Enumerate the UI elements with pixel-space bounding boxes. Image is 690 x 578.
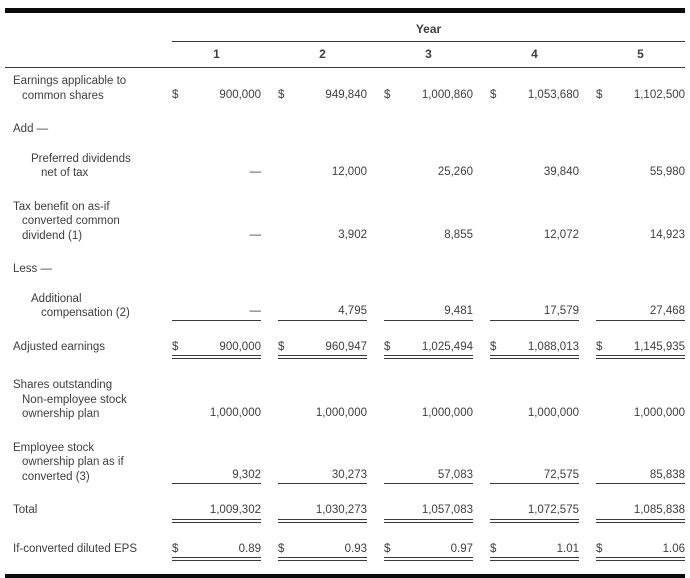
column-header-year-5 [579, 42, 685, 68]
value-number: 900,000 [219, 340, 261, 353]
column-header-spacer [5, 42, 155, 68]
row-label-line: net of tax [41, 167, 89, 179]
value-number: 949,840 [325, 88, 367, 101]
row-label-line: ownership plan [22, 408, 100, 420]
value-cell-year-1 [155, 435, 261, 498]
table-body [5, 68, 685, 575]
value-line [384, 165, 473, 181]
row-label-line: Preferred dividends [31, 152, 131, 165]
value-cell-year-2 [261, 372, 367, 435]
if-converted-eps-table [5, 13, 685, 574]
year-header-label: Year [172, 22, 685, 42]
value-number: 72,575 [543, 468, 579, 481]
row-label [5, 116, 155, 146]
value-cell-year-1 [155, 372, 261, 435]
value-number: 39,840 [543, 166, 579, 178]
value-line [384, 406, 473, 422]
value-line [384, 340, 473, 360]
row-label-line: Shares outstanding [13, 379, 113, 391]
row-label-line: Add — [13, 123, 49, 135]
value-cell-year-5 [579, 68, 685, 117]
value-cell-year-4 [473, 256, 579, 286]
row-label [5, 435, 155, 498]
value-cell-year-2 [261, 146, 367, 194]
value-line [278, 165, 367, 181]
value-cell-year-4 [473, 497, 579, 536]
value-cell-year-3 [367, 334, 473, 373]
row-tax-benefit-as-if-converted [5, 194, 685, 257]
value-number: 1,145,935 [633, 340, 686, 353]
value-number: 9,302 [232, 468, 261, 481]
value-line [596, 340, 685, 360]
row-total [5, 497, 685, 536]
row-label-line: common shares [22, 89, 104, 102]
dollar-sign: $ [490, 340, 497, 353]
value-line [278, 468, 367, 485]
value-line [596, 88, 685, 104]
value-line [596, 503, 685, 523]
value-line [490, 542, 579, 562]
value-line [490, 88, 579, 104]
value-number: 12,072 [543, 228, 579, 241]
dollar-sign: $ [172, 340, 179, 353]
dollar-sign: $ [278, 340, 285, 353]
value-number: 55,980 [649, 166, 686, 178]
value-number: 9,481 [444, 305, 473, 317]
value-number: 0.93 [344, 542, 367, 555]
value-line [596, 165, 685, 181]
value-cell-year-2 [261, 68, 367, 117]
row-less-section [5, 256, 685, 286]
value-number: 1,085,838 [633, 504, 686, 516]
row-earnings-applicable-to-common-shares [5, 68, 685, 117]
value-cell-year-1 [155, 68, 261, 117]
row-adjusted-earnings [5, 334, 685, 373]
value-number: 8,855 [444, 228, 473, 241]
value-line [490, 165, 579, 181]
value-line [172, 304, 261, 321]
value-number: 1,030,273 [315, 504, 367, 516]
row-label [5, 372, 155, 435]
value-cell-year-1 [155, 116, 261, 146]
value-cell-year-5 [579, 372, 685, 435]
row-label-line: converted common [22, 215, 120, 227]
value-number: 0.97 [450, 542, 473, 555]
row-preferred-dividends-net-of-tax [5, 146, 685, 194]
row-label-line: Non-employee stock [22, 393, 127, 406]
value-cell-year-5 [579, 256, 685, 286]
value-number: 1,000,000 [527, 407, 579, 419]
value-cell-year-5 [579, 286, 685, 334]
column-header-year-4 [473, 42, 579, 68]
value-cell-year-3 [367, 372, 473, 435]
value-line [490, 228, 579, 244]
value-number: 1.01 [556, 542, 579, 555]
value-cell-year-1 [155, 146, 261, 194]
value-number: 1.06 [662, 542, 686, 555]
value-cell-year-4 [473, 146, 579, 194]
column-header-row [5, 42, 685, 68]
value-cell-year-3 [367, 497, 473, 536]
value-cell-year-3 [367, 146, 473, 194]
value-cell-year-5 [579, 334, 685, 373]
dollar-sign: $ [172, 88, 179, 101]
value-line [490, 406, 579, 422]
value-number: 0.89 [238, 542, 261, 555]
year-header-cell [155, 13, 685, 42]
row-if-converted-diluted-eps [5, 536, 685, 575]
value-line [596, 468, 685, 485]
dollar-sign: $ [278, 542, 285, 555]
value-cell-year-2 [261, 256, 367, 286]
value-line [384, 468, 473, 485]
value-line [278, 406, 367, 422]
row-label-line: If-converted diluted EPS [13, 542, 138, 555]
value-cell-year-4 [473, 435, 579, 498]
value-line [172, 88, 261, 104]
value-line [384, 88, 473, 104]
value-number: 14,923 [649, 228, 686, 241]
value-cell-year-3 [367, 435, 473, 498]
row-additional-compensation [5, 286, 685, 334]
value-number: 1,025,494 [421, 340, 473, 353]
value-line [172, 503, 261, 523]
value-line [172, 406, 261, 422]
row-label-line: Total [13, 504, 38, 516]
value-number: 3,902 [338, 228, 367, 241]
value-number: 17,579 [543, 305, 579, 317]
column-header-label: 4 [531, 47, 538, 61]
value-line [172, 542, 261, 562]
row-label-line: Employee stock [13, 441, 95, 454]
row-label [5, 256, 155, 286]
row-label-line: ownership plan as if [22, 456, 124, 468]
value-line [596, 304, 685, 321]
value-cell-year-3 [367, 194, 473, 257]
value-cell-year-5 [579, 194, 685, 257]
value-number: 27,468 [649, 305, 686, 317]
row-label-line: Earnings applicable to [13, 75, 127, 87]
dollar-sign: $ [384, 340, 391, 353]
value-number: 12,000 [331, 166, 367, 178]
value-cell-year-3 [367, 536, 473, 575]
value-number: 4,795 [338, 305, 367, 317]
value-line [278, 503, 367, 523]
column-header-label: 3 [425, 47, 432, 61]
value-cell-year-5 [579, 536, 685, 575]
column-header-label: 2 [319, 47, 326, 61]
value-number: 1,072,575 [527, 504, 579, 516]
value-cell-year-2 [261, 334, 367, 373]
value-cell-year-4 [473, 68, 579, 117]
dollar-sign: $ [172, 542, 179, 555]
row-employee-stock-ownership-as-if-converted [5, 435, 685, 498]
dollar-sign: $ [278, 88, 285, 101]
value-number: 1,000,000 [209, 407, 261, 419]
value-line [384, 228, 473, 244]
value-number: 1,009,302 [209, 504, 261, 516]
value-cell-year-3 [367, 116, 473, 146]
value-cell-year-1 [155, 497, 261, 536]
value-line [596, 542, 685, 562]
value-cell-year-3 [367, 286, 473, 334]
row-label-line: Less — [13, 263, 52, 275]
value-line [172, 228, 261, 244]
value-number: 1,053,680 [527, 88, 579, 101]
row-label-line: compensation (2) [41, 307, 130, 319]
value-cell-year-1 [155, 256, 261, 286]
value-cell-year-4 [473, 536, 579, 575]
value-cell-year-2 [261, 435, 367, 498]
value-number: 85,838 [649, 468, 686, 481]
value-line [278, 304, 367, 321]
year-header-spacer [5, 13, 155, 42]
row-label [5, 68, 155, 117]
value-cell-year-5 [579, 146, 685, 194]
value-cell-year-4 [473, 116, 579, 146]
value-number: 900,000 [219, 88, 261, 101]
value-line [490, 468, 579, 485]
dollar-sign: $ [384, 542, 391, 555]
value-cell-year-1 [155, 536, 261, 575]
value-line [490, 304, 579, 321]
value-line [278, 88, 367, 104]
value-line [172, 468, 261, 485]
value-cell-year-3 [367, 256, 473, 286]
column-header-year-2 [261, 42, 367, 68]
value-number: 1,102,500 [633, 88, 686, 101]
value-line [384, 542, 473, 562]
value-number: — [249, 166, 261, 178]
dollar-sign: $ [490, 88, 497, 101]
value-number: 1,088,013 [527, 340, 579, 353]
value-cell-year-5 [579, 435, 685, 498]
value-cell-year-3 [367, 68, 473, 117]
value-number: 960,947 [325, 340, 367, 353]
value-number: 30,273 [331, 468, 367, 481]
row-label [5, 334, 155, 373]
row-label-line: converted (3) [22, 470, 90, 483]
value-number: 1,000,000 [633, 407, 686, 419]
value-line [384, 304, 473, 321]
row-label-line: dividend (1) [22, 229, 83, 242]
value-cell-year-4 [473, 334, 579, 373]
value-cell-year-1 [155, 334, 261, 373]
value-line [278, 340, 367, 360]
dollar-sign: $ [596, 88, 603, 101]
dollar-sign: $ [596, 542, 603, 555]
row-label-line: Tax benefit on as-if [13, 200, 110, 213]
value-line [596, 228, 685, 244]
value-cell-year-2 [261, 116, 367, 146]
value-line [278, 228, 367, 244]
row-label-line: Additional [31, 292, 82, 305]
value-line [384, 503, 473, 523]
value-line [490, 503, 579, 523]
dollar-sign: $ [490, 542, 497, 555]
value-line [172, 340, 261, 360]
value-cell-year-1 [155, 194, 261, 257]
value-number: 1,057,083 [421, 504, 473, 516]
value-cell-year-2 [261, 286, 367, 334]
value-number: — [249, 228, 261, 241]
value-cell-year-4 [473, 286, 579, 334]
row-label [5, 146, 155, 194]
value-number: 1,000,860 [421, 88, 473, 101]
row-label [5, 497, 155, 536]
value-number: 1,000,000 [315, 407, 367, 419]
value-cell-year-2 [261, 536, 367, 575]
dollar-sign: $ [384, 88, 391, 101]
row-label-line: Adjusted earnings [13, 340, 106, 353]
value-number: 57,083 [437, 468, 473, 481]
value-cell-year-4 [473, 194, 579, 257]
value-cell-year-2 [261, 194, 367, 257]
financial-table-sheet [5, 8, 685, 578]
value-line [278, 542, 367, 562]
row-label [5, 536, 155, 575]
value-line [172, 165, 261, 181]
row-add-section [5, 116, 685, 146]
row-label [5, 286, 155, 334]
value-cell-year-5 [579, 116, 685, 146]
dollar-sign: $ [596, 340, 603, 353]
row-shares-outstanding-non-employee-plan [5, 372, 685, 435]
value-line [490, 340, 579, 360]
value-number: — [249, 305, 261, 317]
column-header-label: 5 [637, 47, 644, 61]
year-header-row [5, 13, 685, 42]
value-cell-year-1 [155, 286, 261, 334]
value-cell-year-5 [579, 497, 685, 536]
value-number: 25,260 [437, 166, 473, 178]
column-header-label: 1 [213, 47, 220, 61]
row-label [5, 194, 155, 257]
value-number: 1,000,000 [421, 407, 473, 419]
value-cell-year-4 [473, 372, 579, 435]
value-cell-year-2 [261, 497, 367, 536]
column-header-year-1 [155, 42, 261, 68]
value-line [596, 406, 685, 422]
column-header-year-3 [367, 42, 473, 68]
